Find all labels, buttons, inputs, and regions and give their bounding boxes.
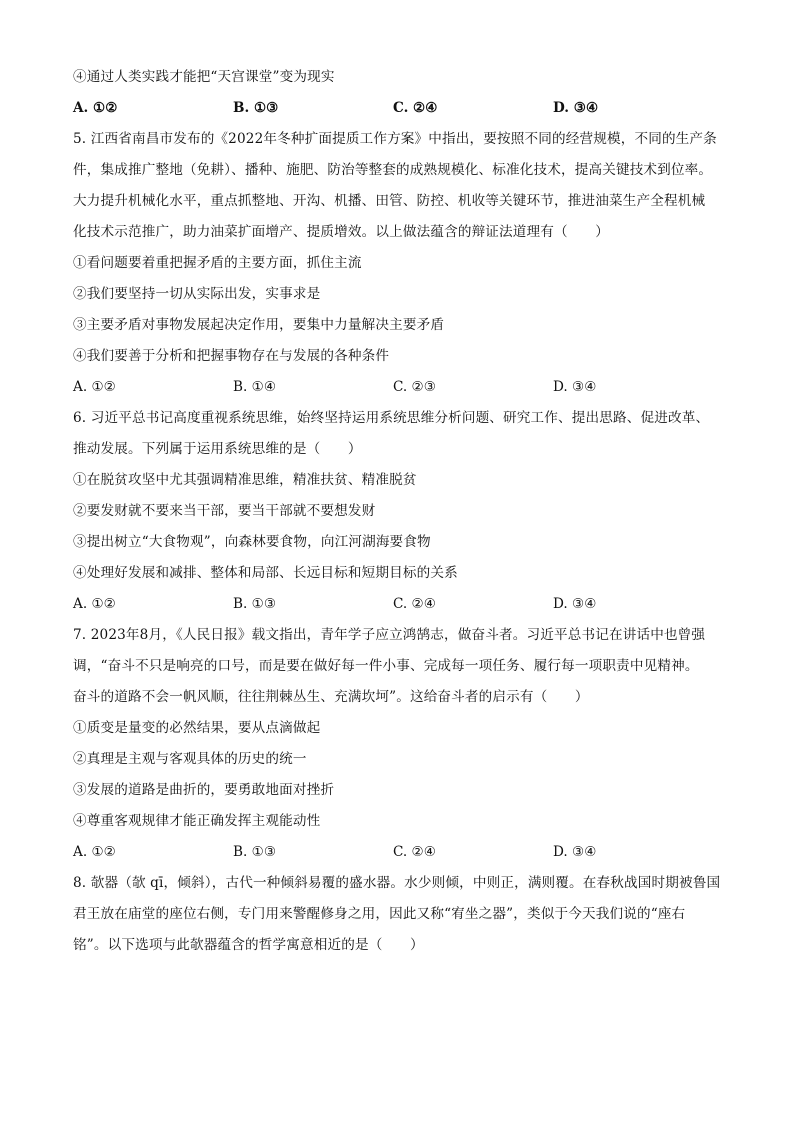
q8-stem-line: 君王放在庙堂的座位右侧，专门用来警醒修身之用，因此又称“宥坐之器”，类似于今天我们说的“座右 (73, 906, 686, 922)
q7-stem-line: 奋斗的道路不会一帆风顺，往往荆棘丛生、充满坎坷”。这给奋斗者的启示有（ ） (73, 689, 589, 705)
q7-options (73, 837, 733, 868)
q5-item-2: ②我们要坚持一切从实际出发，实事求是 (73, 286, 321, 302)
q5-item-3: ③主要矛盾对事物发展起决定作用，要集中力量解决主要矛盾 (73, 317, 445, 333)
q4-option-b[interactable]: B. ①③ (233, 100, 279, 116)
q5-stem-line: 大力提升机械化水平，重点抓整地、开沟、机播、田管、防控、机收等关键环节，推进油菜生产全程机械 (73, 193, 706, 209)
q7-item-2: ②真理是主观与客观具体的历史的统一 (73, 751, 307, 767)
q7-item-4: ④尊重客观规律才能正确发挥主观能动性 (73, 813, 321, 829)
q7-option-d[interactable]: D. ③④ (553, 844, 597, 860)
q5-stem-line: 件，集成推广整地（免耕）、播种、施肥、防治等整套的成熟规模化、标准化技术，提高关键技术到位率。 (73, 162, 713, 178)
q8-stem-line: 8. 欹器（欹 qī，倾斜），古代一种倾斜易覆的盛水器。水少则倾，中则正，满则覆。在春秋战国时期被鲁国 (73, 875, 721, 891)
question-8 (73, 868, 733, 961)
q7-option-b[interactable]: B. ①③ (233, 844, 277, 860)
q4-option-d[interactable]: D. ③④ (553, 100, 599, 116)
q6-stem-line: 6. 习近平总书记高度重视系统思维，始终坚持运用系统思维分析问题、研究工作、提出思路、促进改革、 (73, 410, 710, 426)
q6-options (73, 589, 733, 620)
q5-option-b[interactable]: B. ①④ (233, 379, 277, 395)
q5-item-4: ④我们要善于分析和把握事物存在与发展的各种条件 (73, 348, 390, 364)
q4-option-a[interactable]: A. ①② (73, 100, 118, 116)
q5-option-d[interactable]: D. ③④ (553, 379, 597, 395)
question-7 (73, 620, 733, 868)
q5-item-1: ①看问题要着重把握矛盾的主要方面，抓住主流 (73, 255, 362, 271)
q7-item-3: ③发展的道路是曲折的，要勇敢地面对挫折 (73, 782, 335, 798)
q7-option-c[interactable]: C. ②④ (393, 844, 436, 860)
exam-page (73, 62, 733, 961)
q7-item-1: ①质变是量变的必然结果，要从点滴做起 (73, 720, 321, 736)
q6-option-c[interactable]: C. ②④ (393, 596, 436, 612)
question-5 (73, 124, 733, 403)
q5-stem-line: 5. 江西省南昌市发布的《2022年冬种扩面提质工作方案》中指出，要按照不同的经营规模，不同的生产条 (73, 131, 717, 147)
q4-options (73, 93, 733, 124)
q6-item-4: ④处理好发展和减排、整体和局部、长远目标和短期目标的关系 (73, 565, 458, 581)
q6-item-1: ①在脱贫攻坚中尤其强调精准思维，精准扶贫、精准脱贫 (73, 472, 417, 488)
q5-options (73, 372, 733, 403)
q6-item-3: ③提出树立“大食物观”，向森林要食物，向江河湖海要食物 (73, 534, 431, 550)
q8-stem-line: 铭”。以下选项与此欹器蕴含的哲学寓意相近的是（ ） (73, 937, 424, 953)
q6-option-a[interactable]: A. ①② (73, 596, 116, 612)
q4-item-4: ④通过人类实践才能把“天宫课堂”变为现实 (73, 69, 335, 85)
q5-option-c[interactable]: C. ②③ (393, 379, 436, 395)
question-6 (73, 403, 733, 620)
q6-stem-line: 推动发展。下列属于运用系统思维的是（ ） (73, 441, 362, 457)
question-4-tail (73, 62, 733, 124)
q7-stem-line: 7. 2023年8月，《人民日报》载文指出，青年学子应立鸿鹄志，做奋斗者。习近平总书记在讲话中也曾强 (73, 627, 706, 643)
q6-option-d[interactable]: D. ③④ (553, 596, 597, 612)
q5-stem-line: 化技术示范推广，助力油菜扩面增产、提质增效。以上做法蕴含的辩证法道理有（ ） (73, 224, 610, 240)
q6-option-b[interactable]: B. ①③ (233, 596, 277, 612)
q7-stem-line: 调，“奋斗不只是响亮的口号，而是要在做好每一件小事、完成每一项任务、履行每一项职责中见精神。 (73, 658, 699, 674)
q5-option-a[interactable]: A. ①② (73, 379, 116, 395)
q4-option-c[interactable]: C. ②④ (393, 100, 438, 116)
q7-option-a[interactable]: A. ①② (73, 844, 116, 860)
q6-item-2: ②要发财就不要来当干部，要当干部就不要想发财 (73, 503, 376, 519)
